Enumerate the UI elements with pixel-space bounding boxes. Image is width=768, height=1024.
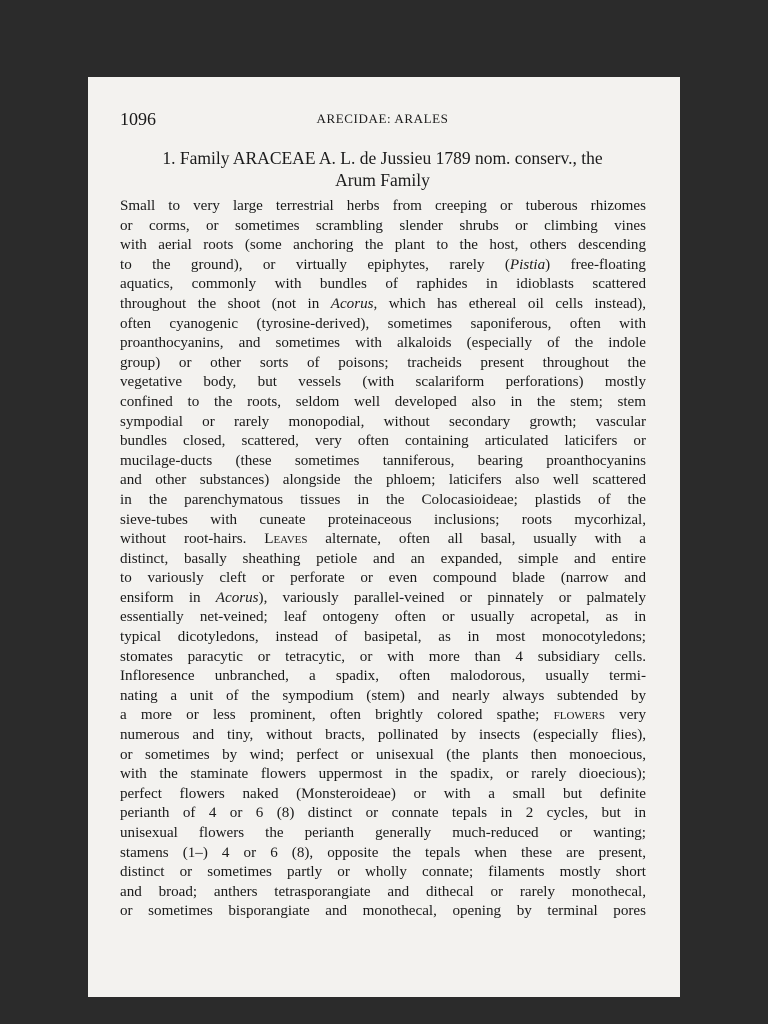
family-heading bbox=[120, 147, 645, 191]
text-line: or sometimes bisporangiate and monothecal, opening by terminal pores bbox=[120, 903, 646, 920]
taxon-name: Acorus bbox=[215, 589, 259, 606]
text-line: stomates paracytic or tetracytic, or with more than 4 subsidiary cells. bbox=[120, 648, 646, 665]
running-title: ARECIDAE: ARALES bbox=[316, 111, 449, 126]
text-line: throughout the shoot (not in Acorus, which has ethereal oil cells instead), bbox=[120, 295, 646, 312]
text-line: in the parenchymatous tissues in the Colocasioideae; plastids of the bbox=[120, 491, 646, 508]
text-line: sympodial or rarely monopodial, without secondary growth; vascular bbox=[120, 413, 646, 430]
text-line: essentially net-veined; leaf ontogeny often or usually acropetal, as in bbox=[120, 609, 646, 626]
text-line: and broad; anthers tetrasporangiate and dithecal or rarely monothecal, bbox=[120, 883, 646, 900]
text-line: Small to very large terrestrial herbs from creeping or tuberous rhizomes bbox=[120, 198, 646, 214]
text-line: ensiform in Acorus), variously parallel-veined or pinnately or palmately bbox=[120, 589, 646, 606]
text-line: with the staminate flowers uppermost in the spadix, or rarely dioecious); bbox=[120, 766, 646, 783]
text-line: to the ground), or virtually epiphytes, rarely (Pistia) free-floating bbox=[120, 256, 646, 273]
text-line: often cyanogenic (tyrosine-derived), sometimes saponiferous, often with bbox=[120, 315, 646, 332]
text-line: sieve-tubes with cuneate proteinaceous inclusions; roots mycorhizal, bbox=[120, 511, 646, 528]
text-line: vegetative body, but vessels (with scalariform perforations) mostly bbox=[120, 374, 646, 391]
running-head bbox=[120, 107, 645, 131]
text-line: Infloresence unbranched, a spadix, often malodorous, usually termi- bbox=[120, 668, 646, 685]
text-line: without root-hairs. Leaves alternate, often all basal, usually with a bbox=[120, 531, 646, 548]
section-term: Leaves bbox=[264, 531, 308, 548]
taxon-name: Pistia bbox=[509, 256, 546, 273]
text-line: nating a unit of the sympodium (stem) and nearly always subtended by bbox=[120, 687, 646, 704]
text-line: proanthocyanins, and sometimes with alkaloids (especially of the indole bbox=[120, 335, 646, 352]
family-description bbox=[120, 197, 646, 922]
section-term: flowers bbox=[553, 707, 605, 724]
text-line: or corms, or sometimes scrambling slender shrubs or climbing vines bbox=[120, 217, 646, 234]
text-line: with aerial roots (some anchoring the plant to the host, others descending bbox=[120, 237, 646, 254]
text-line: mucilage-ducts (these sometimes tanniferous, bearing proanthocyanins bbox=[120, 452, 646, 469]
family-heading-line-2: Arum Family bbox=[335, 170, 430, 190]
text-line: stamens (1–) 4 or 6 (8), opposite the tepals when these are present, bbox=[120, 844, 646, 861]
text-line: unisexual flowers the perianth generally much-reduced or wanting; bbox=[120, 825, 646, 841]
book-page bbox=[88, 77, 680, 997]
text-line: and other substances) alongside the phloem; laticifers also well scattered bbox=[120, 472, 646, 489]
text-line: or sometimes by wind; perfect or unisexual (the plants then monoecious, bbox=[120, 746, 646, 763]
text-line: a more or less prominent, often brightly colored spathe; flowers very bbox=[120, 707, 646, 724]
text-line: to variously cleft or perforate or even compound blade (narrow and bbox=[120, 570, 646, 587]
taxon-name: Acorus bbox=[330, 295, 374, 312]
family-heading-line-1: 1. Family ARACEAE A. L. de Jussieu 1789 nom. conserv., the bbox=[162, 148, 603, 168]
text-line: bundles closed, scattered, very often containing articulated laticifers or bbox=[120, 433, 646, 450]
text-line: aquatics, commonly with bundles of raphides in idioblasts scattered bbox=[120, 276, 646, 293]
text-line: distinct or sometimes partly or wholly connate; filaments mostly short bbox=[120, 864, 646, 881]
text-line: perfect flowers naked (Monsteroideae) or with a small but definite bbox=[120, 785, 646, 802]
text-line: group) or other sorts of poisons; tracheids present throughout the bbox=[120, 354, 646, 371]
text-line: confined to the roots, seldom well developed also in the stem; stem bbox=[120, 393, 646, 410]
text-line: distinct, basally sheathing petiole and an expanded, simple and entire bbox=[120, 550, 646, 567]
page-number: 1096 bbox=[120, 109, 156, 129]
text-line: perianth of 4 or 6 (8) distinct or connate tepals in 2 cycles, but in bbox=[120, 805, 646, 822]
text-line: numerous and tiny, without bracts, pollinated by insects (especially flies), bbox=[120, 727, 646, 744]
text-line: typical dicotyledons, instead of basipetal, as in most monocotyledons; bbox=[120, 629, 646, 646]
